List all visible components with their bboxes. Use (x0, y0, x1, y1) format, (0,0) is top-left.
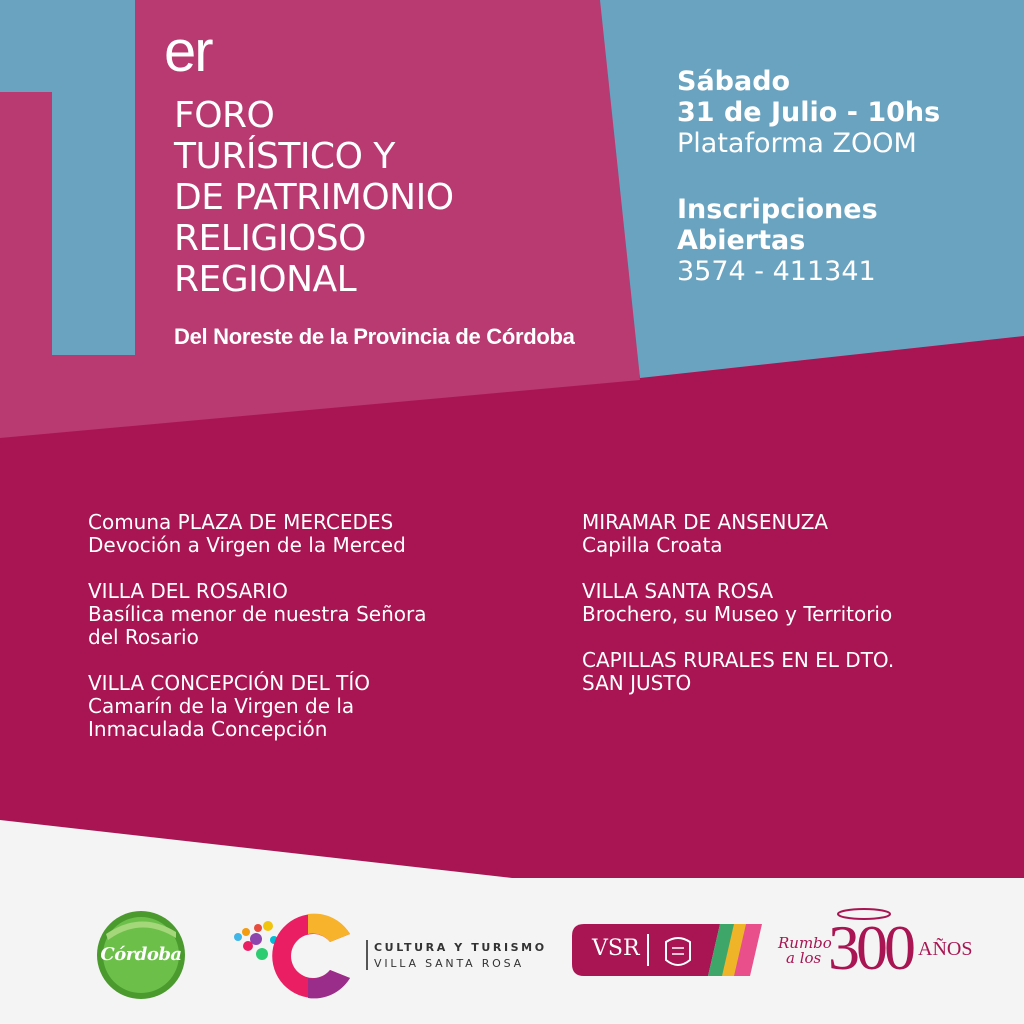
rumbo-line2: a los (786, 949, 822, 967)
locations-left (88, 511, 426, 741)
cordoba-logo (96, 910, 186, 1000)
location-desc: SAN JUSTO (582, 671, 692, 695)
title-line: TURÍSTICO Y (174, 136, 395, 177)
divider (366, 940, 368, 970)
registration-line1: Inscripciones (677, 194, 878, 225)
registration-line2: Abiertas (677, 225, 806, 256)
location-desc: Inmaculada Concepción (88, 717, 328, 741)
location-place: VILLA SANTA ROSA (582, 579, 774, 603)
registration-phone: 3574 - 411341 (677, 256, 876, 287)
locations-right (582, 511, 894, 695)
event-platform: Plataforma ZOOM (677, 128, 917, 159)
title-line: REGIONAL (174, 259, 357, 300)
location-place: CAPILLAS RURALES EN EL DTO. (582, 648, 895, 672)
location-place: Comuna PLAZA DE MERCEDES (88, 510, 394, 534)
title-block (174, 95, 454, 300)
title-line: DE PATRIMONIO (174, 177, 454, 218)
rumbo-line1: Rumbo (778, 934, 832, 952)
location-place: VILLA CONCEPCIÓN DEL TÍO (88, 671, 371, 695)
subtitle: Del Noreste de la Provincia de Córdoba (174, 324, 575, 349)
event-info (677, 66, 940, 287)
rumbo-number: 300 (828, 912, 912, 983)
location-desc: del Rosario (88, 625, 199, 649)
location-desc: Capilla Croata (582, 533, 723, 557)
vsr-logo-text: VSR (592, 936, 640, 961)
event-day: Sábado (677, 66, 791, 97)
ordinal-suffix: er (164, 19, 212, 84)
cultura-logo-line2: VILLA SANTA ROSA (374, 957, 524, 970)
cordoba-logo-text: Córdoba (100, 944, 182, 965)
event-date-time: 31 de Julio - 10hs (677, 97, 941, 128)
cultura-logo-mark (232, 906, 362, 1006)
title-line: RELIGIOSO (174, 218, 366, 259)
title-line: FORO (174, 95, 275, 136)
location-desc: Camarín de la Virgen de la (88, 694, 355, 718)
location-place: VILLA DEL ROSARIO (88, 579, 288, 603)
location-desc: Basílica menor de nuestra Señora (88, 602, 427, 626)
vsr-logo (570, 920, 766, 980)
location-place: MIRAMAR DE ANSENUZA (582, 510, 829, 534)
location-desc: Brochero, su Museo y Territorio (582, 602, 893, 626)
rumbo-300-logo (772, 906, 982, 986)
location-desc: Devoción a Virgen de la Merced (88, 533, 406, 557)
cultura-logo-line1: CULTURA Y TURISMO (374, 941, 547, 954)
rumbo-word: AÑOS (918, 938, 973, 960)
